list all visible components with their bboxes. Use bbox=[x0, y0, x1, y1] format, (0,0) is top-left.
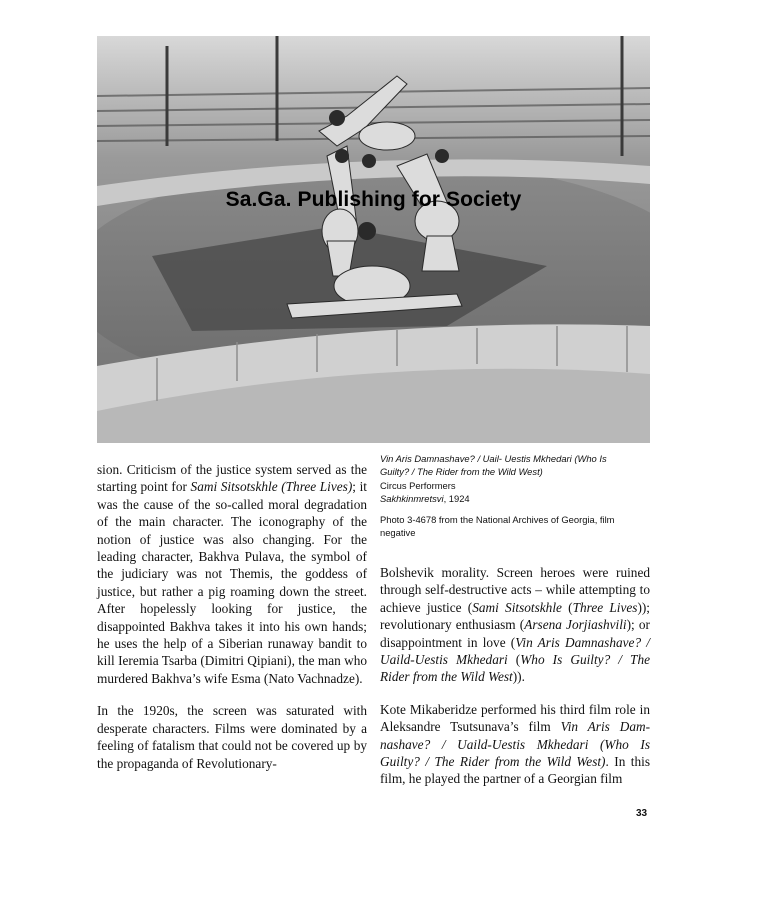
photo-illustration bbox=[97, 36, 650, 443]
text-run: )). bbox=[512, 669, 525, 685]
caption-subject: Circus Performers bbox=[380, 479, 456, 491]
body-paragraph bbox=[97, 461, 367, 687]
caption-year: , 1924 bbox=[443, 493, 470, 505]
text-run: . In this film, he played the partner of a Georgian film bbox=[380, 754, 651, 787]
text-run: ( bbox=[561, 599, 573, 615]
caption-source: Photo 3-4678 from the National Archives of Georgia, film bbox=[380, 513, 615, 525]
photo-caption bbox=[380, 452, 650, 539]
film-title: Arsena Jorjiashvili bbox=[524, 617, 627, 633]
left-text-column bbox=[97, 461, 367, 772]
text-run: Bolshevik morality. Screen heroes were ruined through self-destructive acts – while attempting to achieve justice ( bbox=[380, 565, 650, 615]
body-paragraph bbox=[380, 701, 650, 788]
caption-studio-year bbox=[380, 492, 650, 505]
right-text-column bbox=[380, 564, 650, 788]
film-title: Three Lives bbox=[572, 599, 638, 615]
text-run: Kote Mikaberidze performed his third film role in Aleksandre Tsutsunava’s film bbox=[380, 701, 650, 735]
text-run: sion. Criticism of the justice system served as the starting point for bbox=[97, 462, 367, 495]
circus-performers-photo bbox=[97, 36, 650, 443]
film-title: Sami Sitsotskhle (Three Lives) bbox=[190, 479, 353, 495]
film-title: Who Is Guilty? / The Rider from the Wild West bbox=[380, 652, 650, 685]
text-run: ; it was the cause of the so-called moral degradation of the main character. The iconography of the notion of justice was also changing. For the leading character, Bakhva Pulava, the symbol of the judiciary was not Themis, the goddess of justice, but rather a pig roaming down the street. After hopelessly looking for justice, the disappointed Bakhva takes it into his own hands; he uses the help of a Siberian runaway bandit to kill Ieremia Tsarba (Dimitri Qipiani), the man who murdered Bakhva’s wife Esma (Nato Vachnadze). bbox=[97, 479, 367, 686]
caption-film-title: Vin Aris Damnashave? / Uail- Uestis Mkhedari (Who Is bbox=[380, 453, 607, 464]
body-paragraph bbox=[380, 564, 650, 686]
text-run: )); revolutionary enthusiasm ( bbox=[380, 599, 651, 633]
page-number: 33 bbox=[636, 808, 648, 819]
text-run: ); or disappointment in love ( bbox=[380, 617, 650, 650]
film-title: Vin Aris Damnashave? / Uaild-Uestis Mkhedari bbox=[380, 634, 650, 668]
publisher-watermark: Sa.Ga. Publishing for Society bbox=[225, 188, 522, 211]
caption-film-title-english: Guilty? / The Rider from the Wild West) bbox=[380, 466, 543, 478]
caption-source-type: negative bbox=[380, 527, 416, 539]
film-title: Sami Sitsotskhle bbox=[472, 599, 562, 615]
caption-studio: Sakhkinmretsvi bbox=[380, 493, 444, 505]
film-title: Vin Aris Damnashave? / Uaild-Uestis Mkhedari (Who Is Guilty? / The Rider from the Wild West) bbox=[380, 719, 651, 770]
text-run: ( bbox=[507, 652, 521, 668]
body-paragraph: In the 1920s, the screen was saturated with desperate characters. Films were dominated by a feeling of fatalism that could not be covered up by the propaganda of Revolutionary- bbox=[97, 703, 367, 771]
